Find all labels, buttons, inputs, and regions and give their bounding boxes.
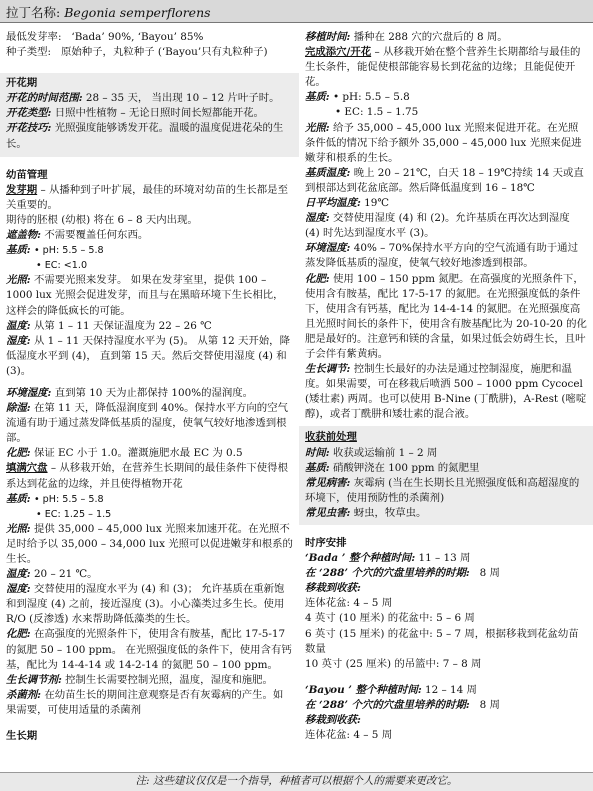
bayou-plug: 在 ‘288’ 个穴的穴盘里培养的时期: 8 周 [305, 698, 500, 711]
schedule-row: 10 英寸 (25 厘米) 的吊篮中: 7 – 8 周 [305, 657, 482, 670]
post-time: 时间: 收获或运输前 1 – 2 周 [305, 446, 438, 459]
schedule-row: 连体花盆: 4 – 5 周 [305, 729, 393, 742]
section-title-growing: 生长期 [6, 730, 38, 743]
seed-type: 种子类型: 原始种子，丸粒种子 (‘Bayou’只有丸粒种子) [6, 46, 268, 59]
footer-note: 注: 这些建议仅仅是一个指导，种植者可以根据个人的需要来更改它。 [0, 772, 593, 791]
schedule-row: 6 英寸 (15 厘米) 的花盆中: 5 – 7 周，根据移栽到花盆幼苗数量 [305, 627, 579, 655]
growth-regulator-right: 生长调节: 控制生长最好的办法是通过控制湿度，施肥和温度。如果需要，可在移栽后喷洒 500 – 1000 ppm Cycocel (矮壮素) 两周。也可以使用 B-Nine (丁酰肼)，A-Rest (嘧啶醇)，或者丁酰肼和矮壮素的混合液。 [305, 363, 587, 421]
temperature2: 温度: 20 – 21 ℃。 [6, 568, 98, 581]
radicle-note: 期待的胚根 (幼根) 将在 6 – 8 天内出现。 [6, 213, 198, 226]
fungicide: 杀菌剂: 在幼苗生长的期间注意观察是否有灰霉病的产生。如果需要，可使用适量的杀菌剂 [6, 688, 284, 716]
bada-plug: 在 ‘288’ 个穴的穴盘里培养的时期: 8 周 [305, 567, 500, 580]
light-right: 光照: 给予 35,000 – 45,000 lux 光照来促进开花。在光照条件低的情况下给予额外 35,000 – 45,000 lux 光照来促进嫩芽和根系的生长。 [305, 121, 582, 164]
finish-plug: 完成添穴/开花 – 从移栽开始在整个营养生长期都给与最佳的生长条件，能促使根部能容易长到花盆的边缘；且能促使开花。 [305, 46, 581, 89]
humidity-right: 湿度: 交替使用湿度 (4) 和 (2)。允许基质在再次达到湿度 (4) 时先达到湿度水平 (3)。 [305, 212, 570, 240]
light: 光照: 不需要光照来发芽。 如果在发芽室里，提供 100 – 1000 lux 光照会促进发芽，而且与在黑暗环境下生长相比，这样会的降低疯长的可能。 [6, 274, 284, 317]
right-column [305, 30, 587, 743]
humidity: 湿度: 从 1 – 11 天保持湿度水平为 (5)。 从第 12 天开始，降低湿度水平到 (4)， 直到第 15 天。然后交替使用湿度 (4) 和 (3)。 [6, 334, 290, 377]
common-pest: 常见虫害: 蚜虫，牧草虫。 [305, 506, 427, 519]
latin-name-label: 拉丁名称: [6, 5, 61, 20]
latin-name [6, 3, 211, 21]
transplant-time: 移植时间: 播种在 288 穴的穴盘后的 8 周。 [305, 31, 508, 43]
growth-regulator: 生长调节剂: 控制生长需要控制光照，温度，湿度和施肥。 [6, 673, 273, 686]
flowering-range: 开花的时间范围: 28 – 35 天， 当出现 10 – 12 片叶子时。 [6, 92, 280, 105]
cover: 遮盖物: 不需要覆盖任何东西。 [6, 229, 149, 242]
move-to-harvest: 移栽到收获: [305, 582, 361, 595]
bada-total: ‘Bada ’ 整个种植时间: 11 – 13 周 [305, 552, 471, 565]
media2-ec: • EC: 1.25 – 1.5 [36, 508, 112, 520]
germination-rate: 最低发芽率: ‘Bada’ 90%, ‘Bayou’ 85% [6, 31, 204, 43]
light2: 光照: 提供 35,000 – 45,000 lux 光照来加速开花。在光照不足时给予以 35,000 – 34,000 lux 光照可以促进嫩芽和根系的生长。 [6, 522, 293, 565]
schedule-row: 4 英寸 (10 厘米) 的花盆中: 5 – 6 周 [305, 612, 475, 625]
env-humidity: 环境湿度: 直到第 10 天为止都保持 100%的湿润度。 [6, 386, 254, 399]
media-ec: • EC: <1.0 [36, 260, 88, 272]
daily-avg-temp: 日平均温度: 19℃ [305, 197, 389, 210]
section-title-flowering: 开花期 [6, 77, 38, 90]
fertilizer-right: 化肥: 使用 100 – 150 ppm 氮肥。在高强度的光照条件下，使用含有胺基，配比 17-5-17 的氮肥。在光照强度低的条件下，使用含有钙基，配比为 14-4-14 的氮肥。在光照强度高且光照时间长的条件下，使用含有胺基配比为 20-10-20 的化肥是最好的。注意钙和镁的含量，如果过低会妨碍生长，且叶子会伴有紫黄病。 [305, 272, 587, 360]
section-title-postharvest: 收获前处理 [305, 431, 357, 444]
fertilizer2: 化肥: 在高强度的光照条件下，使用含有胺基，配比 17-5-17 的氮肥 50 – 100 ppm。 在光照强度低的条件下，使用含有钙基，配比为 14-4-14 或 14-2-14 的氮肥 50 – 100 ppm。 [6, 628, 292, 671]
bayou-total: ‘Bayou ’ 整个种植时间: 12 – 14 周 [305, 683, 477, 696]
humidity2: 湿度: 交替使用的湿度水平为 (4) 和 (3)； 允许基质在重新饱和到湿度 (4) 之前，接近湿度 (3)。小心藻类过多生长。使用 R/O (反渗透) 水来帮助降低藻类的生长。 [6, 583, 285, 626]
flowering-tips: 开花技巧: 光照强度能够诱发开花。温暖的温度促进花朵的生长。 [6, 122, 284, 150]
media-temp: 基质温度: 晚上 20 – 21℃，白天 18 – 19℃持续 14 天或直到根部达到花盆底部。然后降低温度到 16 – 18℃ [305, 166, 584, 194]
post-media: 基质: 硝酸钾浇在 100 ppm 的氮肥里 [305, 461, 480, 474]
media-ph-right: 基质: • pH: 5.5 – 5.8 [305, 91, 410, 104]
env-humidity-right: 环境湿度: 40% – 70%保持水平方向的空气流通有助于通过蒸发降低基质的湿度，使氧气较好地渗透到根部。 [305, 242, 578, 270]
dehumidify: 除湿: 在第 11 天，降低湿润度到 40%。保持水平方向的空气流通有助于通过蒸发降低基质的湿度，使氧气较好地渗透到根部。 [6, 402, 288, 445]
fertilizer: 化肥: 保证 EC 小于 1.0。灌溉施肥水最 EC 为 0.5 [6, 447, 243, 460]
media-ec-right: • EC: 1.5 – 1.75 [335, 106, 419, 119]
temperature: 温度: 从第 1 – 11 天保证温度为 22 – 26 ℃ [6, 319, 212, 332]
postharvest-section [299, 426, 593, 525]
common-disease: 常见病害: 灰霉病 (当在生长期长且光照强度低和高超湿度的环境下，使用预防性的杀菌剂) [305, 476, 580, 504]
germination-stage: 发芽期 – 从播种到子叶扩展，最佳的环境对幼苗的生长都是至关重要的。 [6, 183, 288, 211]
left-column [6, 30, 293, 744]
flowering-section [0, 73, 299, 156]
flowering-type: 开花类型: 日照中性植物 – 无论日照时间长短都能开花。 [6, 107, 264, 120]
section-title-seedling: 幼苗管理 [6, 168, 48, 181]
media-ph: 基质: • pH: 5.5 – 5.8 [6, 244, 104, 257]
species-name: Begonia semperflorens [64, 5, 211, 20]
move-to-harvest: 移栽到收获: [305, 714, 361, 727]
section-title-schedule: 时序安排 [305, 537, 347, 549]
media2-ph: 基质: • pH: 5.5 – 5.8 [6, 492, 104, 505]
schedule-row: 连体花盆: 4 – 5 周 [305, 597, 393, 610]
plug-fill: 填满穴盘 – 从移栽开始，在营养生长期间的最佳条件下使得根系达到花盆的边缘，并且使得植物开花 [6, 462, 288, 490]
page-header [0, 0, 593, 23]
